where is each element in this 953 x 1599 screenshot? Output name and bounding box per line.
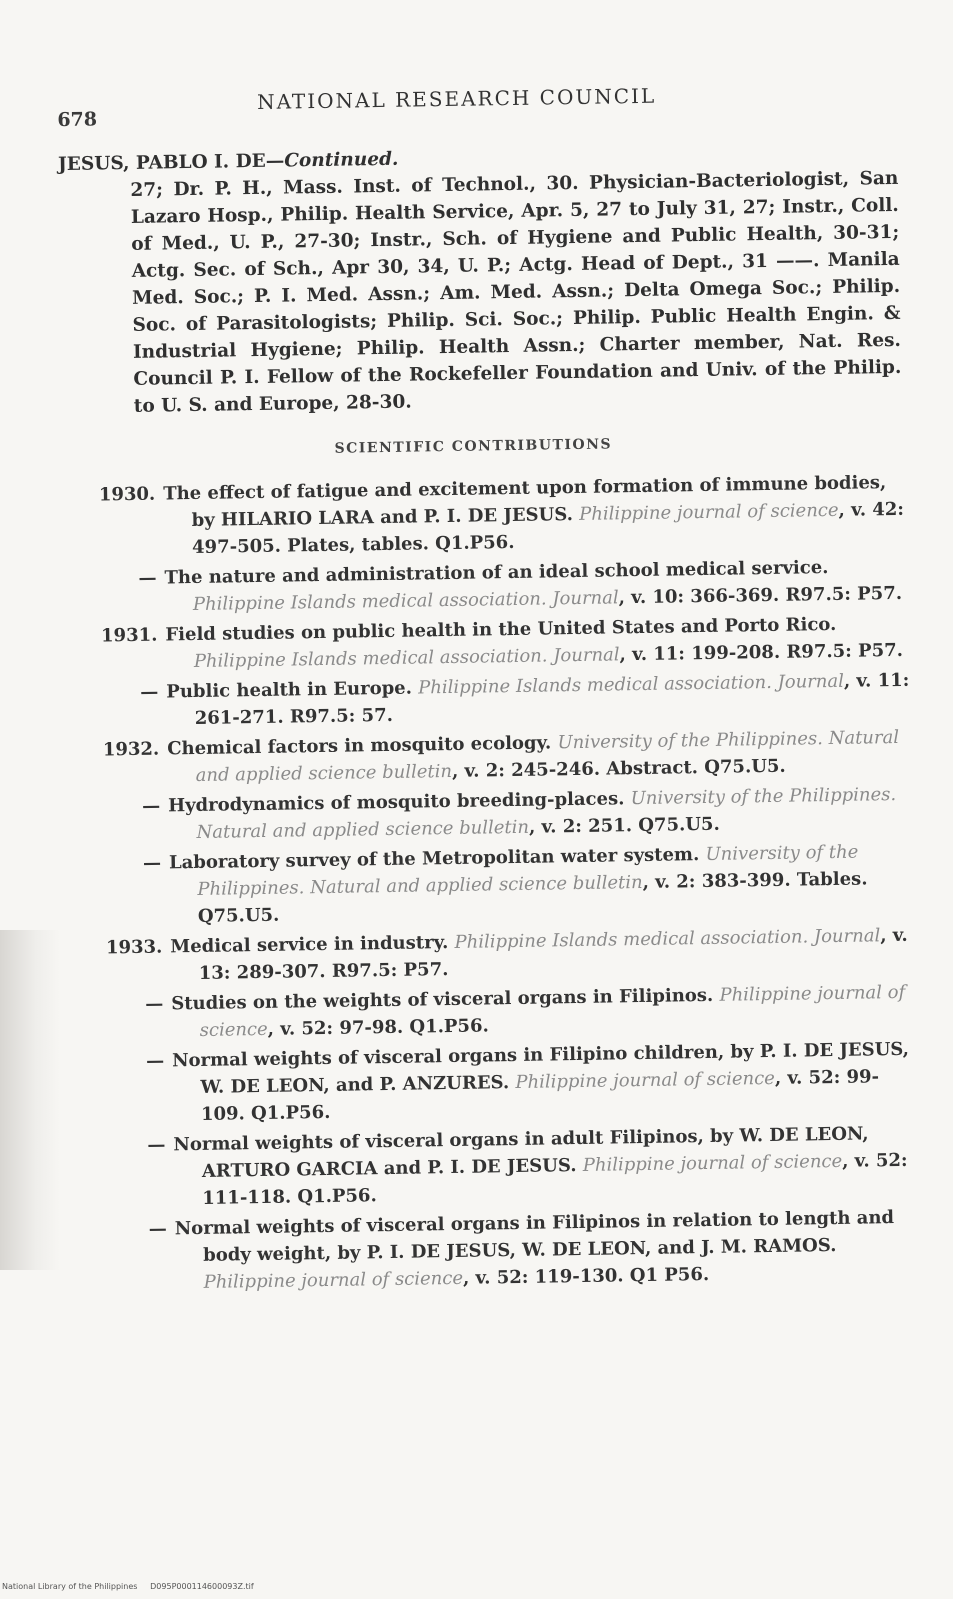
contribution-entry [92,922,918,989]
entry-title: Hydrodynamics of mosquito breeding-places. [167,788,631,817]
entry-marker: — [140,681,159,703]
entry-body [174,1204,923,1296]
contribution-entry [85,469,911,563]
entry-citation: , v. 52: 111-118. Q1.P56. [202,1149,908,1209]
entry-citation: , v. 2: 245-246. Abstract. Q75.U5. [451,755,786,782]
entry-journal: University of the Philippines. Natural and applied science bulletin [196,783,897,843]
contribution-entry [90,781,916,848]
entry-marker: — [138,567,157,589]
entry-body [167,724,915,789]
scan-footer: National Library of the Philippines D095P000114600093Z.tif [2,1582,254,1591]
entry-citation: , v. 2: 383-399. Tables. Q75.U5. [197,868,868,927]
entry-journal: Philippine journal of science [579,499,839,525]
entry-marker: — [148,1218,167,1240]
entry-body [171,979,919,1044]
entry-journal: Philippine Islands medical association. Journal [454,925,881,953]
entry-citation: , v. 42: 497-505. Plates, tables. Q1.P56. [191,498,905,559]
contribution-entry [95,1120,921,1214]
contribution-entry [87,610,913,677]
contribution-entry [86,553,912,620]
biography-name: JESUS, PABLO I. DE— [57,150,285,176]
entry-body [165,610,913,675]
contribution-entry [89,724,915,791]
entry-body [173,1120,921,1212]
entry-marker: 1932. [102,738,160,761]
entry-marker: 1930. [98,483,156,506]
biography-entry [58,138,902,421]
entry-citation: , v. 11: 261-271. R97.5: 57. [194,669,910,729]
contribution-entry [88,667,914,734]
entry-title: Chemical factors in mosquito ecology. [167,732,558,760]
entry-journal: Philippine Islands medical association. Journal [192,587,619,616]
contribution-entry [93,979,919,1046]
entry-body [171,1036,920,1128]
entry-title: The nature and administration of an ideal school medical service. [164,557,829,589]
entry-marker: 1933. [105,936,163,959]
entry-title: Normal weights of visceral organs in Filipinos in relation to length and body weight, by P. I. DE JESUS, W. DE LEON, and J. M. RAMOS. [174,1207,895,1266]
entry-citation: , v. 13: 289-307. R97.5: P57. [198,924,908,984]
entry-title: Normal weights of visceral organs in Filipino children, by P. I. DE JESUS, W. DE LEON, and P. ANZURES. [171,1038,910,1098]
contributions-list [85,469,923,1301]
entry-body [168,838,917,930]
entry-citation: , v. 2: 251. Q75.U5. [528,813,720,838]
entry-marker: — [145,993,164,1015]
entry-body [166,667,914,732]
entry-journal: Philippine Islands medical association. Journal [193,644,620,673]
entry-citation: , v. 52: 97-98. Q1.P56. [267,1015,489,1040]
contribution-entry [94,1036,920,1130]
entry-journal: University of the Philippines. Natural and applied science bulletin [195,726,900,786]
entry-journal: Philippine journal of science [199,981,906,1041]
page-number: 678 [57,108,98,132]
entry-journal: Philippine journal of science [203,1267,464,1293]
entry-marker: — [145,1050,165,1072]
entry-body [167,781,916,846]
entry-title: Medical service in industry. [170,931,455,958]
running-head: NATIONAL RESEARCH COUNCIL [256,83,657,114]
entry-title: Studies on the weights of visceral organs in Filipinos. [171,984,720,1015]
entry-title: Field studies on public health in the United States and Porto Rico. [165,613,837,646]
entry-title: Public health in Europe. [166,677,419,703]
entry-title: The effect of fatigue and excitement upon formation of immune bodies, by HILARIO LARA and P. I. DE JESUS. [163,472,887,532]
entry-journal: Philippine journal of science [582,1150,843,1176]
continued-label: Continued. [284,148,399,172]
contribution-entry [91,838,917,932]
entry-body [170,922,918,987]
contribution-entry [97,1204,923,1298]
entry-journal: Philippine journal of science [515,1067,776,1094]
entry-journal: Philippine Islands medical association. Journal [418,670,845,699]
entry-marker: — [141,795,161,817]
entry-journal: University of the Philippines. Natural and applied science bulletin [197,841,859,900]
entry-body [163,469,911,561]
biography-text: 27; Dr. P. H., Mass. Inst. of Technol., 30. Physician-Bacteriologist, San Lazaro Hosp., Philip. Health Service, Apr. 5, 27 to July 31, 27; Instr., Coll. of Med., U. P., 27-30; Instr., Sch. of Hygiene and Public Health, 30-31; Actg. Sec. of Sch., Apr 30, 34, U. P.; Actg. Head of Dept., 31 ——. Manila Med. Soc.; P. I. Med. Assn.; Am. Med. Assn.; Delta Omega Soc.; Philip. Soc. of Parasitologists; Philip. Sci. Soc.; Philip. Public Health Engin. & Industrial Hygiene; Philip. Health Assn.; Charter member, Nat. Res. Council P. I. Fellow of the Rockefeller Foundation and Univ. of the Philip. to U. S. and Europe, 28-30. [130,167,902,417]
entry-citation: , v. 52: 119-130. Q1 P56. [462,1263,710,1289]
entry-citation: , v. 10: 366-369. R97.5: P57. [618,582,903,609]
entry-body [164,553,912,618]
entry-marker: — [142,852,162,874]
entry-title: Normal weights of visceral organs in adult Filipinos, by W. DE LEON, ARTURO GARCIA and P. I. DE JESUS. [173,1123,869,1182]
entry-marker: 1931. [100,624,158,647]
entry-title: Laboratory survey of the Metropolitan water system. [168,843,706,874]
entry-citation: , v. 11: 199-208. R97.5: P57. [619,639,904,666]
entry-citation: , v. 52: 99-109. Q1.P56. [200,1066,880,1125]
entry-marker: — [147,1134,166,1156]
section-heading: SCIENTIFIC CONTRIBUTIONS [334,436,613,457]
